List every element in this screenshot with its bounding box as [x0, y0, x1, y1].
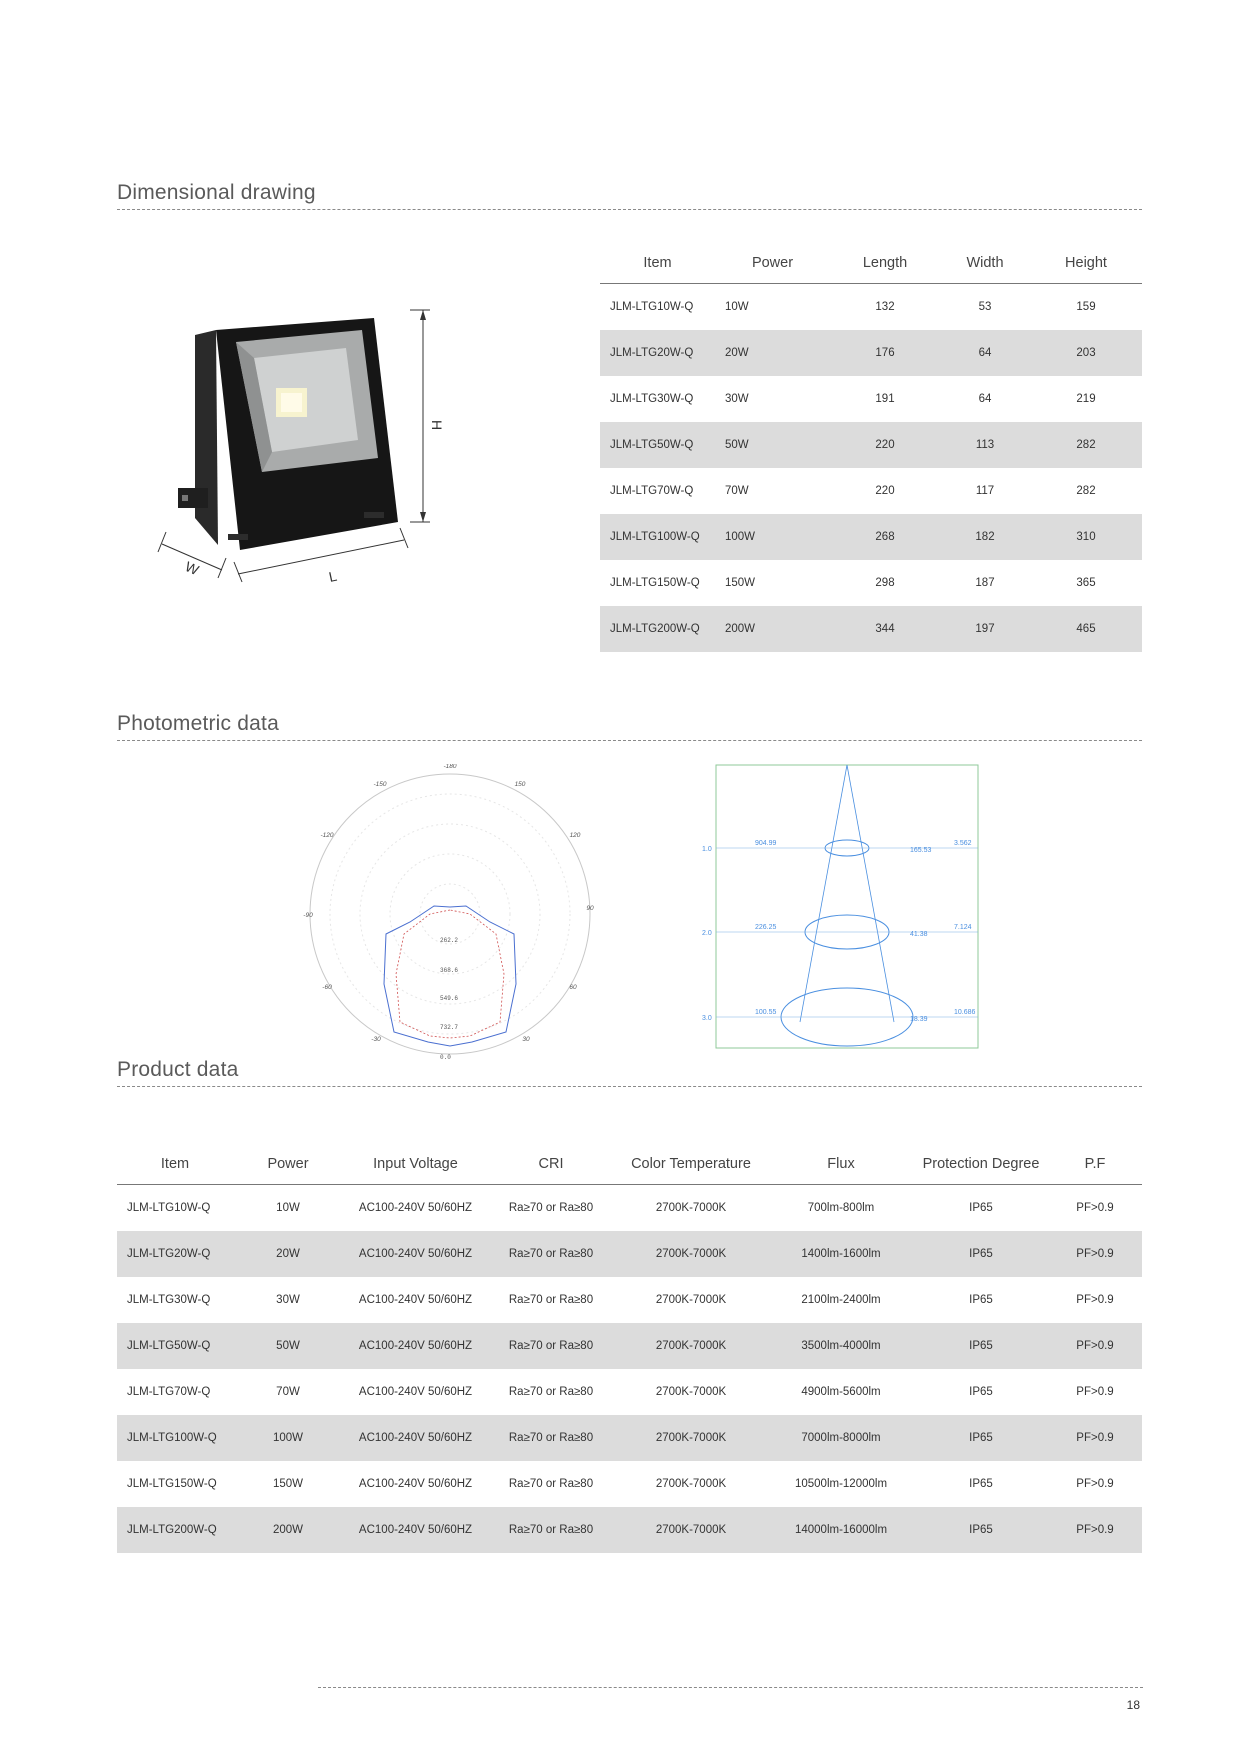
- table-cell: AC100-240V 50/60HZ: [343, 1231, 488, 1277]
- cone-value-label: 3.0: [702, 1015, 712, 1022]
- table-cell: 30W: [276, 1294, 300, 1306]
- table-cell: AC100-240V 50/60HZ: [358, 1294, 473, 1306]
- table-cell: 132: [875, 301, 895, 313]
- table-cell: Ra≥70 or Ra≥80: [508, 1202, 594, 1214]
- section-title-product: Product data: [117, 1058, 1142, 1087]
- polar-ring: [420, 884, 480, 944]
- column-header: Power: [233, 1144, 343, 1185]
- table-cell: 2700K-7000K: [655, 1478, 727, 1490]
- table-cell: 100W: [233, 1415, 343, 1461]
- table-row: [600, 376, 1142, 422]
- dim-h-label: H: [429, 420, 445, 431]
- polar-ring-label: 549.6: [440, 995, 459, 1002]
- cone-frame: [716, 765, 978, 1048]
- table-cell: IP65: [969, 1294, 993, 1306]
- polar-angle-label: -90: [303, 912, 313, 919]
- table-cell: 64: [978, 393, 992, 405]
- table-cell: 64: [940, 330, 1030, 376]
- table-cell: 50W: [233, 1323, 343, 1369]
- cone-value-label: 165.53: [910, 847, 932, 854]
- table-cell: 150W: [272, 1478, 304, 1490]
- table-cell: 310: [1030, 514, 1142, 560]
- cone-value-label: 1.0: [702, 846, 712, 853]
- product-table: [117, 1144, 1142, 1553]
- table-row: [117, 1323, 1142, 1369]
- table-row: [117, 1507, 1142, 1553]
- table-row: [117, 1277, 1142, 1323]
- table-cell: JLM-LTG200W-Q: [117, 1507, 233, 1553]
- cone-value-label: 226.25: [755, 924, 777, 931]
- polar-angle-label: 120: [569, 832, 581, 839]
- table-cell: 200W: [233, 1507, 343, 1553]
- table-cell: 2700K-7000K: [655, 1386, 727, 1398]
- table-row: [600, 422, 1142, 468]
- cone-value-label: 100.55: [755, 1009, 777, 1016]
- table-cell: 14000lm-16000lm: [768, 1507, 914, 1553]
- table-cell: 50W: [715, 422, 830, 468]
- polar-angle-label: -30: [371, 1036, 381, 1043]
- table-cell: AC100-240V 50/60HZ: [343, 1415, 488, 1461]
- polar-angle-label: 150: [514, 781, 526, 788]
- polar-angle-label: -60: [322, 984, 332, 991]
- polar-angle-label: -120: [320, 832, 334, 839]
- table-cell: JLM-LTG150W-Q: [127, 1478, 217, 1490]
- polar-curve-red: [396, 910, 504, 1038]
- illuminance-cone-diagram: [700, 764, 990, 1054]
- table-cell: JLM-LTG10W-Q: [127, 1202, 211, 1214]
- table-cell: IP65: [914, 1415, 1048, 1461]
- polar-angle-label: -150: [373, 781, 387, 788]
- table-cell: 282: [1030, 422, 1142, 468]
- table-cell: 187: [975, 577, 995, 589]
- table-cell: IP65: [969, 1202, 993, 1214]
- table-cell: JLM-LTG30W-Q: [610, 393, 694, 405]
- table-cell: AC100-240V 50/60HZ: [358, 1478, 473, 1490]
- table-row: [117, 1415, 1142, 1461]
- table-cell: 365: [1076, 577, 1096, 589]
- column-header: Item: [117, 1144, 233, 1185]
- dim-w-label: W: [182, 558, 202, 579]
- table-cell: 2700K-7000K: [655, 1294, 727, 1306]
- table-cell: 53: [978, 301, 992, 313]
- table-cell: 70W: [725, 485, 749, 497]
- column-header: Flux: [768, 1144, 914, 1185]
- table-cell: 117: [975, 485, 995, 497]
- table-cell: PF>0.9: [1076, 1294, 1114, 1306]
- column-header: Length: [830, 243, 940, 284]
- polar-angle-label: 90: [586, 905, 594, 912]
- table-cell: 203: [1030, 330, 1142, 376]
- cone-value-label: 7.124: [954, 924, 972, 931]
- table-cell: AC100-240V 50/60HZ: [358, 1202, 473, 1214]
- table-cell: 282: [1076, 485, 1096, 497]
- polar-ring: [390, 854, 510, 974]
- table-cell: 700lm-800lm: [807, 1202, 875, 1214]
- table-row: [600, 284, 1142, 331]
- table-cell: 10500lm-12000lm: [794, 1478, 888, 1490]
- column-header: P.F: [1048, 1144, 1142, 1185]
- table-cell: 182: [940, 514, 1030, 560]
- polar-ring-label: 732.7: [440, 1024, 459, 1031]
- table-row: [600, 468, 1142, 514]
- table-cell: JLM-LTG200W-Q: [600, 606, 715, 652]
- table-row: [600, 560, 1142, 606]
- table-row: [600, 514, 1142, 560]
- table-cell: Ra≥70 or Ra≥80: [488, 1415, 614, 1461]
- table-cell: JLM-LTG10W-Q: [610, 301, 694, 313]
- table-cell: PF>0.9: [1076, 1478, 1114, 1490]
- footer-divider: [318, 1687, 1143, 1688]
- column-header: Item: [600, 243, 715, 284]
- table-cell: 1400lm-1600lm: [768, 1231, 914, 1277]
- page-number: 18: [1126, 1698, 1140, 1712]
- housing-side: [195, 330, 218, 545]
- table-cell: 113: [940, 422, 1030, 468]
- column-header: Height: [1030, 243, 1142, 284]
- column-header: Protection Degree: [914, 1144, 1048, 1185]
- table-cell: 200W: [715, 606, 830, 652]
- table-cell: IP65: [914, 1323, 1048, 1369]
- floodlight-drawing: [150, 300, 470, 600]
- section-title-dimensional: Dimensional drawing: [117, 181, 1142, 210]
- table-cell: JLM-LTG50W-Q: [117, 1323, 233, 1369]
- polar-ring-label: 0.0: [440, 1054, 451, 1061]
- table-cell: 30W: [725, 393, 749, 405]
- table-cell: 220: [875, 485, 895, 497]
- column-header: Power: [715, 243, 830, 284]
- cone-value-label: 18.39: [910, 1016, 928, 1023]
- cone-value-label: 10.686: [954, 1009, 976, 1016]
- table-cell: 150W: [725, 577, 756, 589]
- table-cell: 344: [830, 606, 940, 652]
- cone-value-label: 3.562: [954, 840, 972, 847]
- polar-angle-label: 60: [569, 984, 577, 991]
- table-cell: 176: [830, 330, 940, 376]
- table-row: [117, 1461, 1142, 1507]
- table-cell: JLM-LTG100W-Q: [600, 514, 715, 560]
- table-cell: JLM-LTG100W-Q: [117, 1415, 233, 1461]
- table-cell: JLM-LTG70W-Q: [610, 485, 694, 497]
- polar-ring-label: 262.2: [440, 937, 459, 944]
- dimension-table: [600, 243, 1142, 652]
- cone-value-label: 41.38: [910, 931, 928, 938]
- table-cell: JLM-LTG30W-Q: [127, 1294, 211, 1306]
- table-cell: 268: [830, 514, 940, 560]
- table-cell: 219: [1076, 393, 1096, 405]
- table-cell: Ra≥70 or Ra≥80: [488, 1323, 614, 1369]
- table-cell: 7000lm-8000lm: [768, 1415, 914, 1461]
- table-cell: JLM-LTG50W-Q: [600, 422, 715, 468]
- table-cell: 298: [875, 577, 895, 589]
- table-cell: 2700K-7000K: [655, 1202, 727, 1214]
- table-cell: Ra≥70 or Ra≥80: [508, 1478, 594, 1490]
- table-cell: 2100lm-2400lm: [801, 1294, 881, 1306]
- table-cell: 2700K-7000K: [614, 1507, 768, 1553]
- table-cell: 191: [875, 393, 895, 405]
- cone-value-label: 904.99: [755, 840, 777, 847]
- polar-ring: [360, 824, 540, 1004]
- table-cell: 100W: [715, 514, 830, 560]
- table-cell: IP65: [969, 1478, 993, 1490]
- table-row: [117, 1231, 1142, 1277]
- polar-distribution-chart: [300, 764, 600, 1064]
- table-cell: 2700K-7000K: [614, 1323, 768, 1369]
- table-cell: IP65: [969, 1386, 993, 1398]
- table-row: [600, 606, 1142, 652]
- polar-angle-label: -180: [443, 764, 457, 770]
- table-cell: PF>0.9: [1076, 1386, 1114, 1398]
- table-cell: PF>0.9: [1076, 1202, 1114, 1214]
- table-cell: 20W: [233, 1231, 343, 1277]
- table-cell: 4900lm-5600lm: [801, 1386, 881, 1398]
- table-cell: 10W: [725, 301, 749, 313]
- polar-ring-label: 368.6: [440, 967, 459, 974]
- table-cell: JLM-LTG20W-Q: [600, 330, 715, 376]
- column-header: Color Temperature: [614, 1144, 768, 1185]
- table-cell: AC100-240V 50/60HZ: [343, 1507, 488, 1553]
- table-cell: 220: [830, 422, 940, 468]
- polar-angle-label: 30: [522, 1036, 530, 1043]
- table-row: [117, 1185, 1142, 1232]
- table-cell: IP65: [914, 1507, 1048, 1553]
- column-header: Width: [940, 243, 1030, 284]
- table-cell: JLM-LTG150W-Q: [610, 577, 700, 589]
- dim-l-label: L: [327, 567, 339, 585]
- table-cell: Ra≥70 or Ra≥80: [488, 1231, 614, 1277]
- table-cell: 197: [940, 606, 1030, 652]
- table-cell: Ra≥70 or Ra≥80: [508, 1294, 594, 1306]
- table-cell: PF>0.9: [1048, 1323, 1142, 1369]
- table-row: [117, 1369, 1142, 1415]
- column-header: Input Voltage: [343, 1144, 488, 1185]
- table-cell: 10W: [276, 1202, 300, 1214]
- table-cell: AC100-240V 50/60HZ: [343, 1323, 488, 1369]
- table-cell: JLM-LTG70W-Q: [127, 1386, 211, 1398]
- table-cell: 3500lm-4000lm: [768, 1323, 914, 1369]
- table-cell: PF>0.9: [1048, 1231, 1142, 1277]
- cone-value-label: 2.0: [702, 930, 712, 937]
- table-cell: Ra≥70 or Ra≥80: [488, 1507, 614, 1553]
- table-cell: JLM-LTG20W-Q: [117, 1231, 233, 1277]
- table-row: [600, 330, 1142, 376]
- table-cell: 159: [1076, 301, 1096, 313]
- table-cell: 465: [1030, 606, 1142, 652]
- column-header: CRI: [488, 1144, 614, 1185]
- table-cell: IP65: [914, 1231, 1048, 1277]
- table-cell: AC100-240V 50/60HZ: [358, 1386, 473, 1398]
- table-cell: 2700K-7000K: [614, 1231, 768, 1277]
- table-cell: Ra≥70 or Ra≥80: [508, 1386, 594, 1398]
- table-cell: 2700K-7000K: [614, 1415, 768, 1461]
- table-cell: 20W: [715, 330, 830, 376]
- section-title-photometric: Photometric data: [117, 712, 1142, 741]
- table-cell: 70W: [276, 1386, 300, 1398]
- table-cell: PF>0.9: [1048, 1507, 1142, 1553]
- table-cell: PF>0.9: [1048, 1415, 1142, 1461]
